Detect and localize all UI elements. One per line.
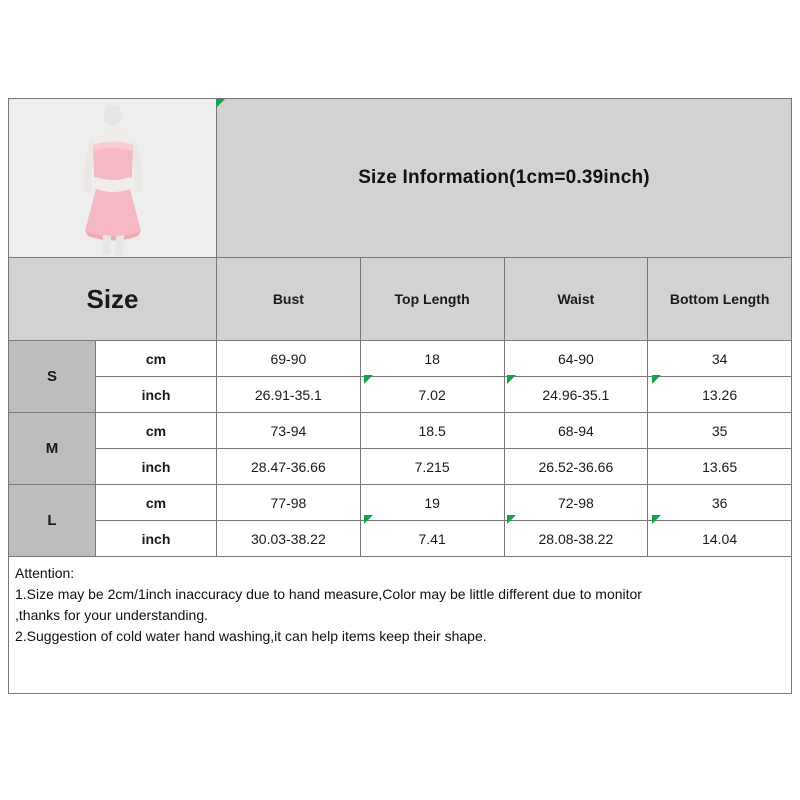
column-header-bust: Bust	[217, 258, 361, 340]
unit-row-cm	[96, 413, 791, 449]
cell-l-inch-waist: 28.08-38.22	[505, 521, 649, 556]
cell-m-cm-waist: 68-94	[505, 413, 649, 448]
attention-line-2: ,thanks for your understanding.	[15, 607, 209, 623]
cell-s-cm-bottom-length: 34	[711, 350, 728, 367]
size-label-m: M	[9, 413, 96, 484]
product-image-cell	[9, 99, 217, 257]
unit-row-inch	[96, 377, 791, 412]
unit-row-inch	[96, 449, 791, 484]
page-title: Size Information(1cm=0.39inch)	[358, 167, 650, 188]
cell-m-inch-bust: 28.47-36.66	[217, 449, 361, 484]
cell-m-cm-bust: 73-94	[217, 413, 361, 448]
cell-l-cm-bust: 77-98	[217, 485, 361, 520]
unit-cell-cm: cm	[96, 485, 217, 520]
unit-cell-inch: inch	[96, 521, 217, 556]
table-header-row	[9, 258, 791, 341]
cell-s-inch-bust: 26.91-35.1	[217, 377, 361, 412]
cell-m-inch-bottom-length: 13.65	[702, 458, 738, 475]
cell-s-inch-bottom-length: 13.26	[702, 386, 738, 403]
table-row	[9, 485, 791, 557]
attention-block	[9, 557, 791, 693]
size-label-s: S	[9, 341, 96, 412]
unit-cell-inch: inch	[96, 449, 217, 484]
cell-l-inch-top-length: 7.41	[361, 521, 505, 556]
cell-s-cm-top-length: 18	[361, 341, 505, 376]
table-row	[9, 341, 791, 413]
cell-s-inch-waist: 24.96-35.1	[505, 377, 649, 412]
cell-m-inch-waist: 26.52-36.66	[505, 449, 649, 484]
unit-cell-cm: cm	[96, 413, 217, 448]
cell-l-cm-top-length: 19	[361, 485, 505, 520]
column-header-size: Size	[9, 258, 217, 340]
column-header-bottom-length: Bottom Length	[669, 291, 770, 307]
unit-cell-inch: inch	[96, 377, 217, 412]
unit-cell-cm: cm	[96, 341, 217, 376]
cell-s-cm-bust: 69-90	[217, 341, 361, 376]
column-header-waist: Waist	[505, 258, 649, 340]
cell-m-cm-bottom-length: 35	[711, 422, 728, 439]
unit-row-inch	[96, 521, 791, 556]
unit-row-cm	[96, 485, 791, 521]
chart-title-cell	[217, 99, 791, 257]
marker-icon	[216, 99, 225, 108]
cell-l-inch-bust: 30.03-38.22	[217, 521, 361, 556]
cell-s-inch-top-length: 7.02	[361, 377, 505, 412]
attention-heading: Attention:	[15, 565, 75, 581]
cell-l-cm-bottom-length: 36	[711, 494, 728, 511]
attention-line-3: 2.Suggestion of cold water hand washing,it can help items keep their shape.	[15, 628, 487, 644]
cell-l-inch-bottom-length: 14.04	[702, 530, 738, 547]
size-label-l: L	[9, 485, 96, 556]
size-chart-sheet	[8, 98, 792, 694]
column-header-top-length: Top Length	[361, 258, 505, 340]
attention-line-1: 1.Size may be 2cm/1inch inaccuracy due to hand measure,Color may be little different due to monitor	[15, 586, 642, 602]
unit-row-cm	[96, 341, 791, 377]
cell-s-cm-waist: 64-90	[505, 341, 649, 376]
cell-l-cm-waist: 72-98	[505, 485, 649, 520]
cell-m-cm-top-length: 18.5	[361, 413, 505, 448]
product-photo	[58, 105, 168, 255]
table-row	[9, 413, 791, 485]
top-band	[9, 99, 791, 258]
cell-m-inch-top-length: 7.215	[361, 449, 505, 484]
